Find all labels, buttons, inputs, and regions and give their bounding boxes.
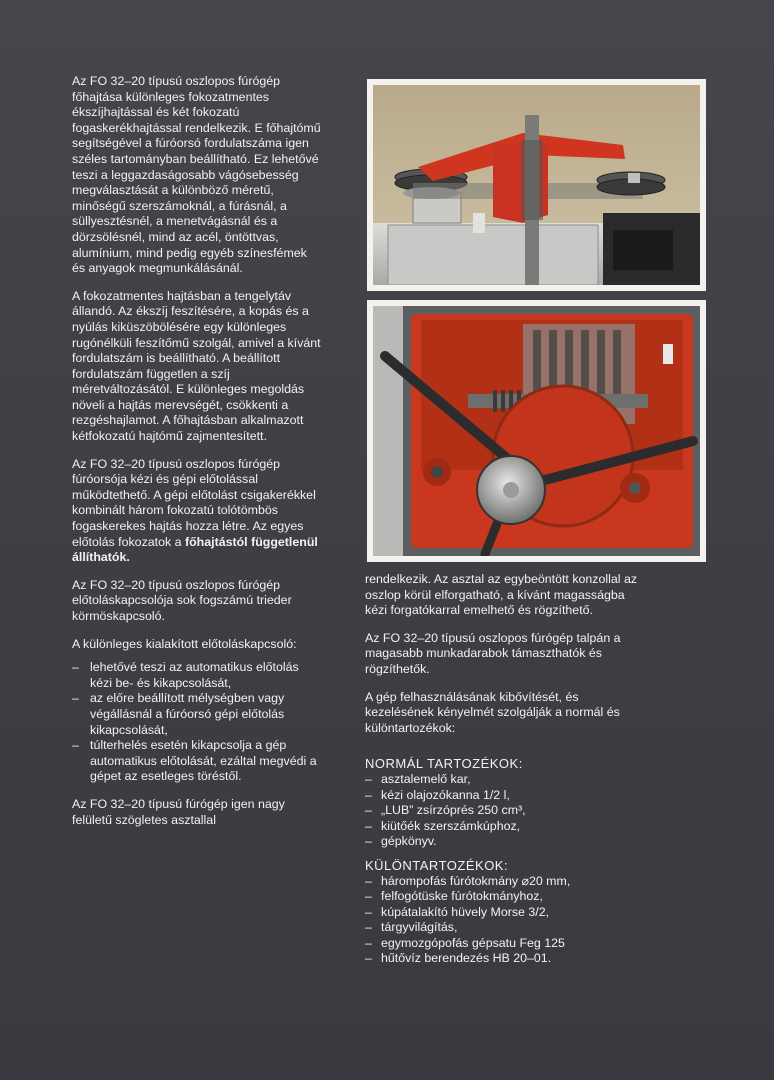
clutch-paragraph: Az FO 32–20 típusú oszlopos fúrógép előtoláskapcsolója sok fogszámú trieder körmöskapcsoló. xyxy=(72,577,292,623)
list-item: – asztalemelő kar, xyxy=(365,772,645,788)
list-item: – kúpátalakító hüvely Morse 3/2, xyxy=(365,905,645,921)
left-text-column xyxy=(72,74,322,840)
feed-paragraph-bold: főhajtástól függetlenül állíthatók. xyxy=(72,534,318,565)
accessories-intro: A gép felhasználásának kibővítését, és kezelésének kényelmét szolgálják a normál és különtartozékok: xyxy=(365,689,620,735)
table-continued-paragraph: rendelkezik. Az asztal az egybeöntött konzollal az oszlop körül elforgatható, a kívánt magasságba kézi forgatókarral emelhető és rögzíthető. xyxy=(365,572,638,618)
extra-accessories-list xyxy=(365,874,645,968)
right-text-column xyxy=(365,572,645,975)
gearbox-image xyxy=(373,306,700,556)
list-item: – lehetővé teszi az automatikus előtolás kézi be- és kikapcsolását, xyxy=(72,660,322,691)
gearbox-photo xyxy=(367,300,706,562)
list-item: – az előre beállított mélységben vagy végállásnál a fúróorsó gépi előtolás kikapcsolását, xyxy=(72,691,322,738)
feed-paragraph xyxy=(72,457,322,566)
list-item: – túlterhelés esetén kikapcsolja a gép automatikus előtolását, ezáltal megvédi a gépet az esetleges töréstől. xyxy=(72,738,322,785)
clutch-intro: A különleges kialakított előtoláskapcsoló: xyxy=(72,636,297,651)
belt-drive-photo xyxy=(367,79,706,291)
list-item: – egymozgópofás gépsatu Feg 125 xyxy=(365,936,645,952)
normal-accessories-list xyxy=(365,772,645,850)
list-item: – kiütőék szerszámkúphoz, xyxy=(365,819,645,835)
normal-accessories-title: NORMÁL TARTOZÉKOK: xyxy=(365,756,523,772)
list-item: – hárompofás fúrótokmány ⌀20 mm, xyxy=(365,874,645,890)
list-item: – kézi olajozókanna 1/2 l, xyxy=(365,788,645,804)
intro-paragraph: Az FO 32–20 típusú oszlopos fúrógép főhajtása különleges fokozatmentes ékszíjhajtással és két fokozatú fogaskerékhajtással rendelkezik. E főhajtómű segítségével a fúróorsó fordulatszáma igen széles tartományban beállítható. Ez lehetővé teszi a leggazdaságosabb vágósebesség megválasztását a különböző méretű, minőségű szerszámoknál, a fúrásnál, a süllyesztésnél, a menetvágásnál és a dörzsölésnél, mind az acél, öntöttvas, alumínium, mind pedig egyéb színesfémek és anyagok megmunkálásánál. xyxy=(72,74,321,276)
belt-drive-paragraph: A fokozatmentes hajtásban a tengelytáv állandó. Az ékszíj feszítésére, a kopás és a nyúlás kiküszöbölésére egy különleges rugónélküli feszítőmű szolgál, amivel a kívánt fordulatszám is beállítható. A beállított fordulatszám független a szíj méretváltozásától. E különleges megoldás növeli a hajtás merevségét, csökkenti a rezgéshajlamot. A főhajtásban alkalmazott kétfokozatú hajtómű zajmentesített. xyxy=(72,288,321,444)
base-paragraph: Az FO 32–20 típusú oszlopos fúrógép talpán a magasabb munkadarabok támaszthatók és rögzíthetők. xyxy=(365,630,621,676)
list-item: – hűtővíz berendezés HB 20–01. xyxy=(365,951,645,967)
table-paragraph: Az FO 32–20 típusú fúrógép igen nagy felületű szögletes asztallal xyxy=(72,796,285,827)
extra-accessories-title: KÜLÖNTARTOZÉKOK: xyxy=(365,857,509,873)
list-item: – „LUB” zsírzóprés 250 cm³, xyxy=(365,803,645,819)
clutch-feature-list xyxy=(72,660,322,785)
list-item: – gépkönyv. xyxy=(365,834,645,850)
feed-paragraph-text: Az FO 32–20 típusú oszlopos fúrógép fúróorsója kézi és gépi előtolással működtethető. A gépi előtolást csigakerékkel kombinált három fokozatú tolótömbös fogaskerekes hajtás hozza létre. Az egyes előtolás fokozatok a xyxy=(72,456,316,549)
list-item: – felfogótüske fúrótokmányhoz, xyxy=(365,889,645,905)
belt-drive-image xyxy=(373,85,700,285)
list-item: – tárgyvilágítás, xyxy=(365,920,645,936)
